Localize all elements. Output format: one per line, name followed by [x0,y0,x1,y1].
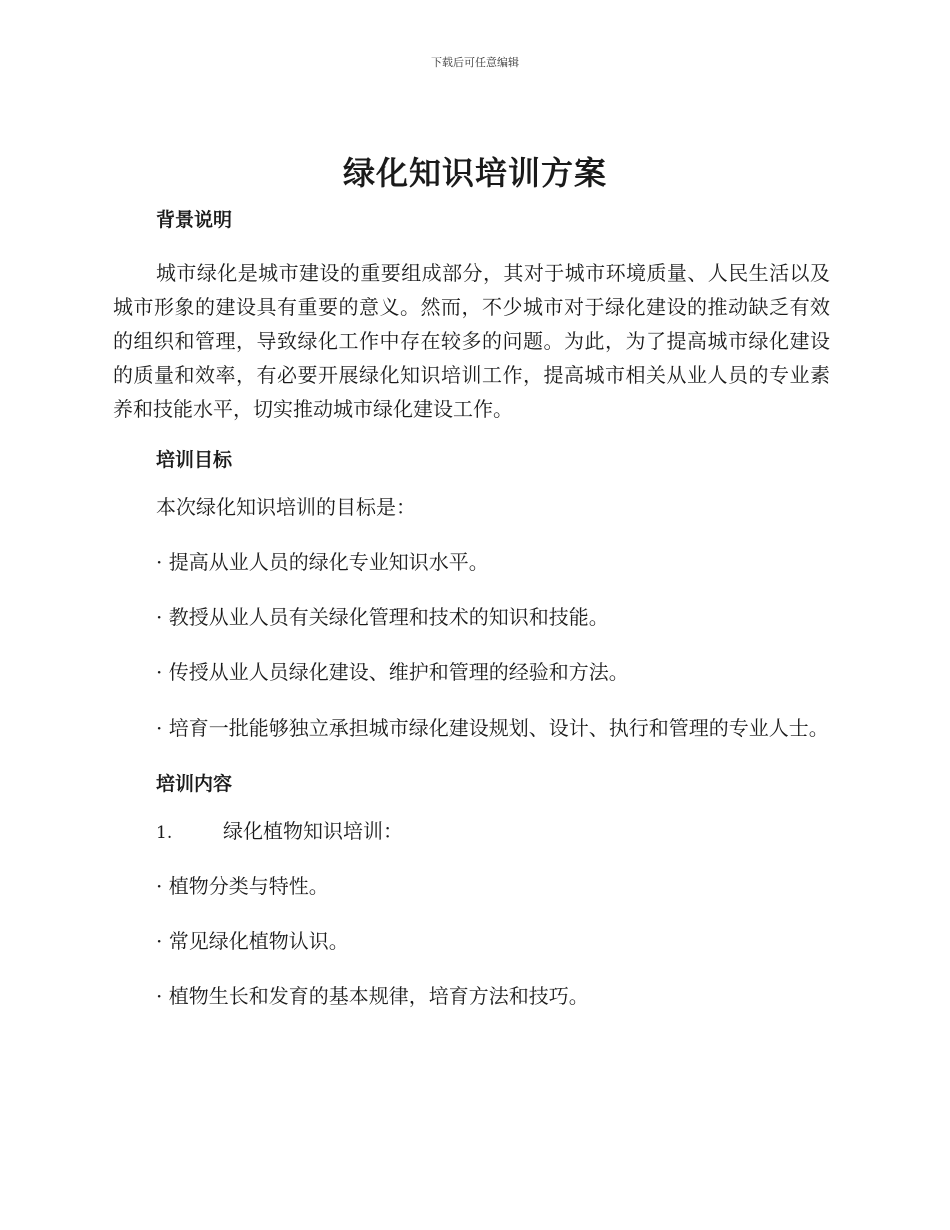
section-heading-goals: 培训目标 [156,449,233,471]
content-item: · 常见绿化植物认识。 [156,929,349,953]
goal-item: · 培育一批能够独立承担城市绿化建设规划、设计、执行和管理的专业人士。 [156,716,829,740]
goal-item: · 传授从业人员绿化建设、维护和管理的经验和方法。 [156,660,629,684]
section-heading-background: 背景说明 [156,209,233,231]
item-number: 1. [156,823,173,843]
header-note: 下载后可任意编辑 [431,56,519,69]
goals-intro: 本次绿化知识培训的目标是： [156,495,416,519]
document-body [113,200,830,1024]
background-paragraph: 城市绿化是城市建设的重要组成部分，其对于城市环境质量、人民生活以及城市形象的建设具有重要的意义。然而，不少城市对于绿化建设的推动缺乏有效的组织和管理，导致绿化工作中存在较多的问题。为此，为了提高城市绿化建设的质量和效率，有必要开展绿化知识培训工作，提高城市相关从业人员的专业素养和技能水平，切实推动城市绿化建设工作。 [113,261,830,421]
section-heading-content: 培训内容 [156,773,233,795]
numbered-item-label: 绿化植物知识培训： [223,819,403,843]
content-item: · 植物分类与特性。 [156,874,329,898]
goal-item: · 提高从业人员的绿化专业知识水平。 [156,550,489,574]
numbered-item [113,804,830,859]
goal-item: · 教授从业人员有关绿化管理和技术的知识和技能。 [156,605,609,629]
document-title: 绿化知识培训方案 [342,154,607,192]
content-item: · 植物生长和发育的基本规律，培育方法和技巧。 [156,984,589,1008]
